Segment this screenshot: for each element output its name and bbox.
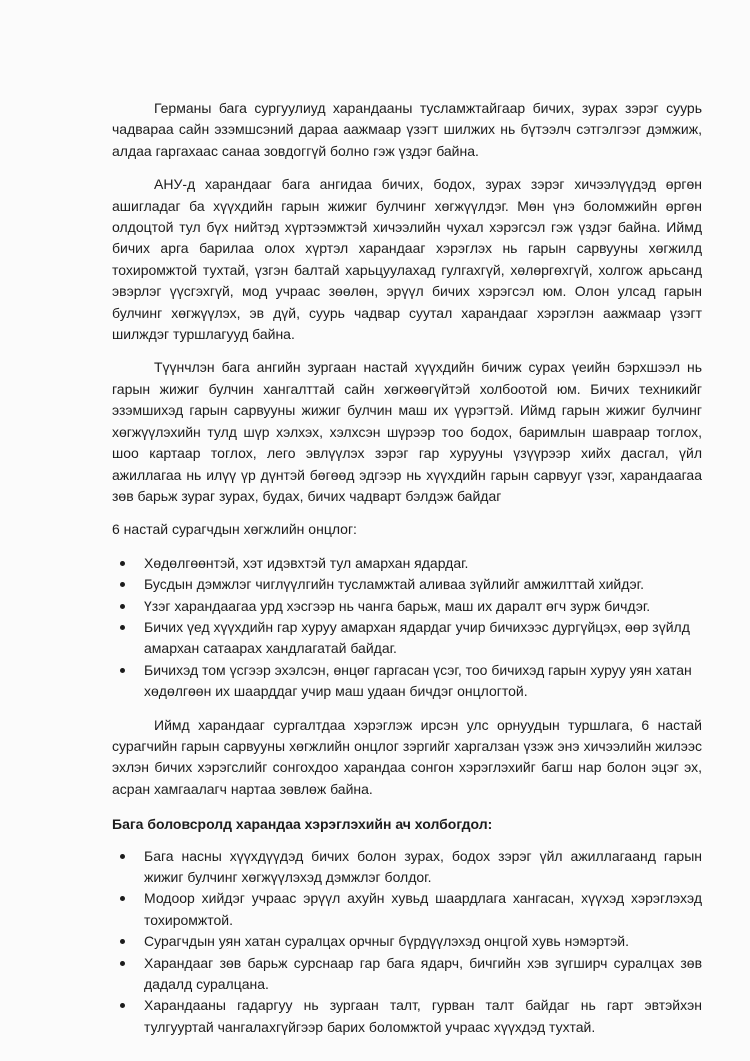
bullet-icon [120,939,125,944]
list-item-text: Бичихэд том үсгээр эхэлсэн, өнцөг гаргасан үсэг, тоо бичихэд гарын хуруу уян хатан хөдөлгөөн их шаарддаг учир маш удаан бичдэг онцлогтой. [144,661,692,700]
bullet-icon [120,896,125,901]
list-intro-six-year-olds: 6 настай сурагчдын хөгжлийн онцлог: [112,521,357,538]
paragraph-usa: АНУ-д харандааг бага ангидаа бичих, бодох, зурах зэрэг хичээлүүдэд өргөн ашигладаг ба хүүхдийн гарын жижиг булчинг хөгжүүлдэг. Мөн үнэ боломжийн өргөн олдоцтой тул бүх нийтэд хүртээмжтэй хичээлийн чухал хэрэгсэл гэж үздэг байна. Иймд бичих арга барилаа олох хүртэл харандааг хэрэглэх нь гарын сарвууны хөгжилд тохиромжтой тухтай, үзгэн балтай харьцуулахад гулгахгүй, хөлөргөхгүй, холгож арьсанд эвэрлэг үүсгэхгүй, мод учраас зөөлөн, эрүүл бичих хэрэгсэл юм. Олон улсад гарын булчинг хөгжүүлэх, эв дүй, суурь чадвар суутал харандааг хэрэглэн аажмаар үзэгт шилждэг туршлагууд байна. [112,176,702,343]
list-item [112,660,702,703]
list-item-text: Бусдын дэмжлэг чиглүүлгийн тусламжтай аливаа зүйлийг амжилттай хийдэг. [144,576,644,593]
bullet-icon [120,604,125,609]
list-item-text: Харандааны гадаргуу нь зургаан талт, гурван талт байдаг нь гарт эвтэйхэн тулгууртай чангалахгүйгээр барих боломжтой учраас хүүхдэд тухтай. [144,997,702,1035]
list-item [112,846,702,889]
list-item [112,888,702,931]
list-item-text: Хөдөлгөөнтэй, хэт идэвхтэй тул амархан ядардаг. [144,554,469,571]
list-item-text: Сурагчдын уян хатан суралцах орчныг бүрдүүлэхэд онцгой хувь нэмэртэй. [144,933,629,950]
paragraph-germany: Германы бага сургуулиуд харандааны тусламжтайгаар бичих, зурах зэрэг суурь чадвараа сайн эзэмшсэний дараа аажмаар үзэгт шилжих нь бүтээлч сэтгэлгээг дэмжиж, алдаа гаргахаас санаа зовдоггүй болно гэж үздэг байна. [112,100,702,159]
list-item [112,574,702,595]
development-traits-list [112,553,702,703]
list-item [112,953,702,996]
document-page [112,98,702,1050]
bullet-icon [120,625,125,630]
section-heading: Бага боловсролд харандаа хэрэглэхийн ач холбогдол: [112,816,493,833]
list-item-text: Бичих үед хүүхдийн гар хуруу амархан ядардаг учир бичихээс дургүйцэх, өөр зүйлд амархан сатаарах хандлагатай байдаг. [144,618,690,657]
list-item [112,617,702,660]
bullet-icon [120,961,125,966]
list-item-text: Модоор хийдэг учраас эрүүл ахуйн хувьд шаардлага хангасан, хүүхэд хэрэглэхэд тохиромжтой. [144,890,702,928]
list-item [112,596,702,617]
list-item-text: Харандааг зөв барьж сурснаар гар бага ядарч, бичгийн хэв зүгширч суралцах зөв дадалд суралцана. [144,954,702,993]
list-item [112,995,702,1038]
bullet-icon [120,582,125,587]
bullet-icon [120,854,125,859]
list-item-text: Үзэг харандаагаа урд хэсгээр нь чанга барьж, маш их даралт өгч зурж бичдэг. [144,597,651,614]
pencil-importance-list [112,846,702,1039]
list-item [112,553,702,574]
paragraph-recommendation: Иймд харандааг сургалтдаа хэрэглэж ирсэн улс орнуудын туршлага, 6 настай сурагчийн гарын сарвууны хөгжлийн онцлог зэргийг харгалзан үзэж энэ хичээлийн жилээс эхлэн бичих хэрэгслийг сонгохдоо харандаа сонгон хэрэглэхийг багш нар болон эцэг эх, асран хамгаалагч нартаа зөвлөж байна. [112,716,702,797]
paragraph-fine-motor: Түүнчлэн бага ангийн зургаан настай хүүхдийн бичиж сурах үеийн бэрхшээл нь гарын жижиг булчин хангалттай сайн хөгжөөгүйтэй холбоотой юм. Бичих техникийг эзэмшихэд гарын сарвууны жижиг булчин маш их үүрэгтэй. Иймд гарын жижиг булчинг хөгжүүлэхийн тулд шүр хэлхэх, хэлхсэн шүрээр тоо бодох, баримлын шавраар тоглох, шоо картаар тоглох, лего эвлүүлэх зэрэг гар хурууны үзүүрээр хийх дасгал, үйл ажиллагаа нь илүү үр дүнтэй бөгөөд эдгээр нь хүүхдийн гарын сарвууг үзэг, харандаагаа зөв барьж зураг зурах, будах, бичих чадварт бэлдэж байдаг [112,359,702,504]
bullet-icon [120,668,125,673]
bullet-icon [120,1003,125,1008]
bullet-icon [120,561,125,566]
list-item-text: Бага насны хүүхдүүдэд бичих болон зурах, бодох зэрэг үйл ажиллагаанд гарын жижиг булчинг хөгжүүлэхэд дэмжлэг болдог. [144,847,702,885]
list-item [112,931,702,952]
